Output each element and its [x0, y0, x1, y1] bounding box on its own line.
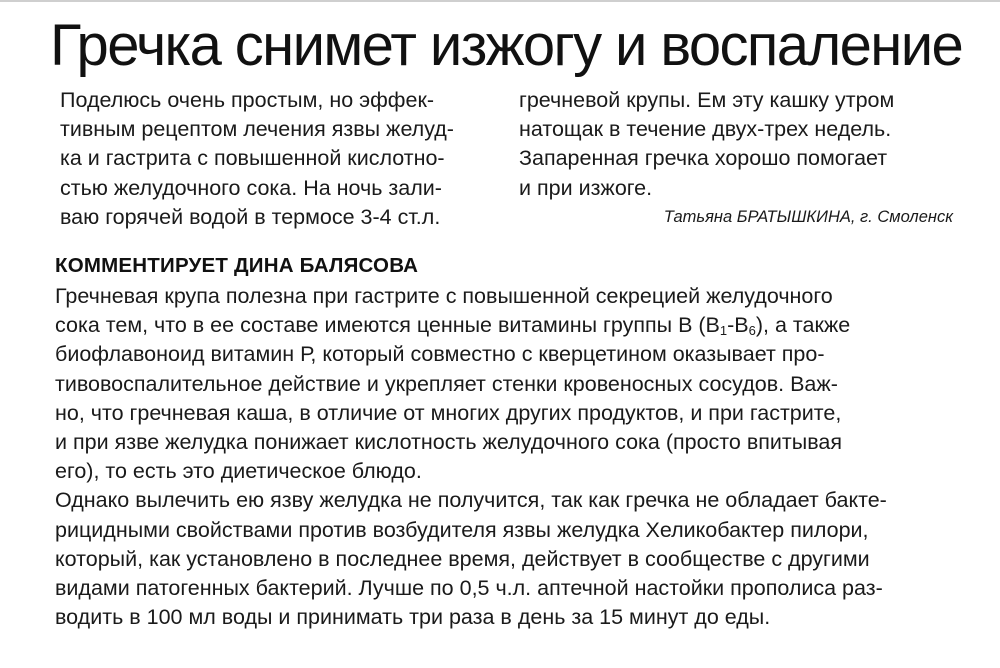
expert-comment: [55, 250, 965, 632]
comment-text: -В: [727, 313, 749, 338]
comment-heading: КОММЕНТИРУЕТ ДИНА БАЛЯСОВА: [55, 254, 419, 277]
comment-line: и при язве желудка понижает кислотность желудочного сока (просто впитывая: [55, 429, 842, 454]
letter-line: натощак в течение двух-трех недель.: [519, 117, 892, 142]
comment-line: но, что гречневая каша, в отличие от многих других продуктов, и при гастрите,: [55, 400, 842, 425]
comment-line: биофлавоноид витамин Р, который совместно с кверцетином оказывает про-: [55, 342, 825, 367]
subscript: 1: [719, 323, 728, 339]
top-rule: [0, 0, 1000, 2]
subscript: 6: [748, 323, 756, 339]
letter-line: ваю горячей водой в термосе 3-4 ст.л.: [60, 204, 441, 229]
headline: Гречка снимет изжогу и воспаление: [50, 13, 963, 78]
comment-text: ), а также: [755, 313, 851, 338]
comment-line: который, как установлено в последнее время, действует в сообществе с другими: [55, 546, 870, 571]
comment-line: водить в 100 мл воды и принимать три раза в день за 15 минут до еды.: [55, 605, 771, 630]
letter-line: тивным рецептом лечения язвы желуд-: [60, 117, 454, 142]
comment-line: Гречневая крупа полезна при гастрите с повышенной секрецией желудочного: [55, 284, 833, 308]
letter-line: и при изжоге.: [519, 175, 653, 200]
comment-line-vitamins: [55, 311, 965, 340]
letter-line: Запаренная гречка хорошо помогает: [519, 146, 888, 171]
letter-left-column: [60, 86, 500, 232]
letter-line: гречневой крупы. Ем эту кашку утром: [519, 88, 895, 112]
letter-signature: Татьяна БРАТЫШКИНА, г. Смоленск: [663, 207, 953, 226]
comment-line: Однако вылечить ею язву желудка не получится, так как гречка не обладает бакте-: [55, 488, 887, 513]
comment-text: сока тем, что в ее составе имеются ценные витамины группы В (В: [55, 313, 720, 338]
comment-line: тивовоспалительное действие и укрепляет стенки кровеносных сосудов. Важ-: [55, 371, 838, 396]
comment-line: его), то есть это диетическое блюдо.: [55, 459, 422, 484]
comment-line: рицидными свойствами против возбудителя язвы желудка Хеликобактер пилори,: [55, 517, 869, 542]
letter-line: Поделюсь очень простым, но эффек-: [60, 88, 435, 112]
letter-right-column: [519, 86, 959, 232]
comment-line: видами патогенных бактерий. Лучше по 0,5 ч.л. аптечной настойки прополиса раз-: [55, 575, 883, 600]
letter-line: стью желудочного сока. На ночь зали-: [60, 175, 442, 200]
letter-line: ка и гастрита с повышенной кислотно-: [60, 146, 445, 171]
